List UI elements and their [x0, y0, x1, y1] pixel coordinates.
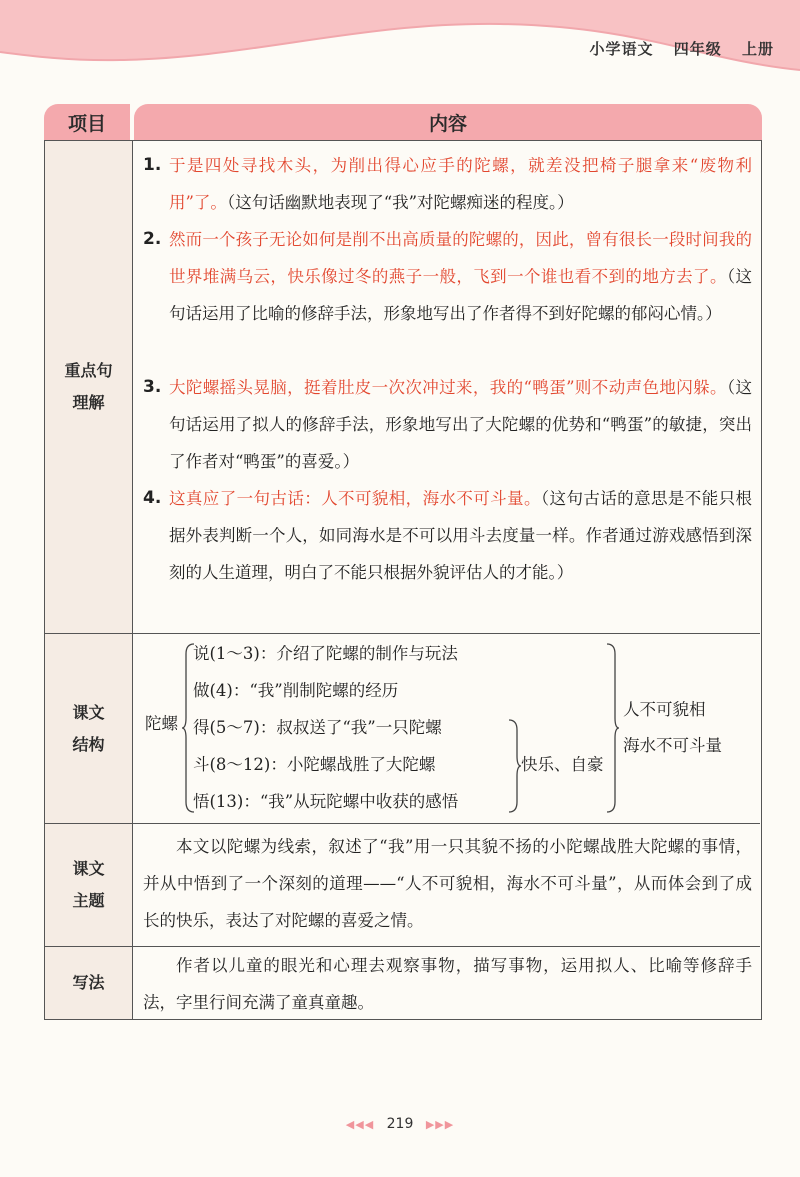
theme-text: 本文以陀螺为线索，叙述了“我”用一只其貌不扬的小陀螺战胜大陀螺的事情，并从中悟到了一个深刻的道理——“人不可貌相，海水不可斗量”，从而体会到了成长的快乐，表达了对陀螺的喜爱之情。 [143, 837, 752, 930]
subject-text: 小学语文 [589, 40, 654, 58]
note-text: （这句话运用了拟人的修辞手法，形象地写出了大陀螺的优势和“鸭蛋”的敏捷，突出了作者对“鸭蛋”的喜爱。） [169, 378, 753, 471]
page-footer [0, 1116, 800, 1132]
sentence-item [143, 221, 752, 369]
theme-row [45, 824, 760, 947]
sentence-item [143, 369, 752, 480]
page-number: 219 [386, 1116, 414, 1132]
grade-text: 四年级 [673, 40, 722, 58]
quote-text: 大陀螺摇头晃脑，挺着肚皮一次次冲过来，我的“鸭蛋”则不动声色地闪躲。 [169, 378, 727, 397]
item-number: 4. [143, 488, 162, 508]
item-number: 1. [143, 155, 162, 175]
structure-branch: 得(5～7)：叔叔送了“我”一只陀螺 [193, 718, 442, 737]
note-text: （这句话运用了比喻的修辞手法，形象地写出了作者得不到好陀螺的郁闷心情。） [169, 267, 753, 323]
structure-root: 陀螺 [145, 714, 178, 733]
volume-text: 上册 [741, 40, 774, 58]
table-header [44, 104, 762, 140]
structure-result: 海水不可斗量 [623, 736, 722, 755]
writing-label [45, 947, 133, 1019]
structure-mid: 快乐、自豪 [521, 755, 604, 774]
structure-diagram [141, 634, 752, 822]
quote-text: 于是四处寻找木头，为削出得心应手的陀螺，就差没把椅子腿拿来“废物利用”了。 [169, 156, 752, 212]
structure-branch: 做(4)：“我”削制陀螺的经历 [193, 681, 399, 700]
right-arrows-icon: ▶▶▶ [425, 1118, 455, 1131]
header-content: 内容 [134, 104, 762, 140]
theme-label [45, 824, 133, 946]
key-sentences-row [45, 141, 760, 634]
quote-text: 然而一个孩子无论如何是削不出高质量的陀螺的，因此，曾有很长一段时间我的世界堆满乌云，快乐像过冬的燕子一般，飞到一个谁也看不到的地方去了。 [169, 230, 752, 286]
key-sentences-content [143, 147, 752, 591]
note-text: （这句古话的意思是不能只根据外表判断一个人，如同海水是不可以用斗去度量一样。作者通过游戏感悟到深刻的人生道理，明白了不能只根据外貌评估人的才能。） [169, 489, 753, 582]
writing-content [143, 947, 752, 1021]
key-sentences-label [45, 141, 133, 633]
label-line: 主题 [72, 891, 105, 910]
item-number: 2. [143, 229, 162, 249]
structure-label [45, 634, 133, 823]
note-text: （这句话幽默地表现了“我”对陀螺痴迷的程度。） [226, 193, 574, 212]
content-table [44, 140, 762, 1020]
structure-result: 人不可貌相 [623, 700, 706, 719]
label-line: 课文 [72, 702, 105, 722]
header-item: 项目 [44, 104, 130, 140]
label-line: 写法 [72, 973, 105, 992]
item-number: 3. [143, 377, 162, 397]
structure-branch: 悟(13)：“我”从玩陀螺中收获的感悟 [193, 792, 459, 811]
sentence-item [143, 147, 752, 221]
writing-text: 作者以儿童的眼光和心理去观察事物，描写事物，运用拟人、比喻等修辞手法，字里行间充满了童真童趣。 [143, 956, 752, 1012]
label-line: 重点句 [64, 361, 113, 380]
writing-row [45, 947, 760, 1019]
left-arrows-icon: ◀◀◀ [345, 1118, 375, 1131]
book-header [575, 38, 774, 59]
structure-branch: 斗(8～12)：小陀螺战胜了大陀螺 [193, 755, 436, 774]
theme-content [143, 828, 752, 939]
sentence-item [143, 480, 752, 591]
quote-text: 这真应了一句古话：人不可貌相，海水不可斗量。 [169, 489, 541, 508]
structure-row [45, 634, 760, 824]
label-line: 理解 [72, 393, 105, 412]
label-line: 课文 [72, 859, 105, 878]
right-brace-icon [605, 642, 621, 814]
label-line: 结构 [72, 734, 105, 754]
structure-branch: 说(1～3)：介绍了陀螺的制作与玩法 [193, 644, 458, 663]
